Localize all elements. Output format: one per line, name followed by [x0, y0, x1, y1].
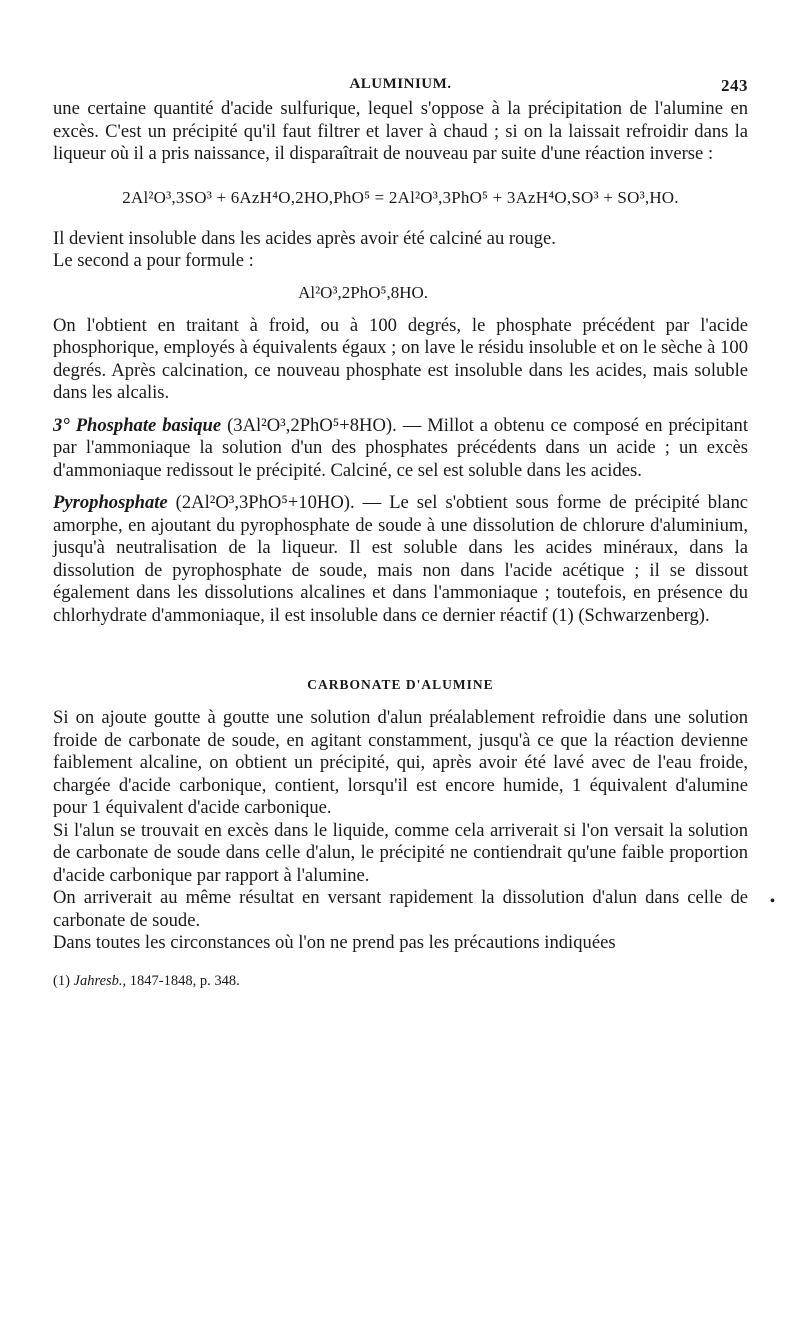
footnote-source: Jahresb.: [73, 972, 123, 989]
paragraph-text: — Le sel s'obtient sous forme de précipité blanc amorphe, en ajoutant du pyrophosphate de soude à une dissolution de chlorure d'aluminium, jusqu'à neutralisation de la liqueur. Il est soluble dans les acides minéraux, dans la dissolution de pyrophosphate de soude, mais non dans l'acide acétique ; il se dissout également dans les dissolutions alcalines et dans l'ammoniaque ; toutefois, en présence du chlorhydrate d'ammoniaque, il est insoluble dans ce dernier réactif (1) (Schwarzenberg).: [53, 492, 748, 626]
paragraph-pyrophosphate: [53, 492, 748, 627]
paragraph: Le second a pour formule :: [53, 250, 254, 271]
compound-formula: Al²O³,2PhO⁵,8HO.: [298, 282, 428, 302]
paragraph: On l'obtient en traitant à froid, ou à 100 degrés, le phosphate précédent par l'acide phosphorique, employés à équivalents égaux ; on lave le résidu insoluble et on le sèche à 100 degrés. Après calcination, ce nouveau phosphate est insoluble dans les acides, mais soluble dans les alcalis.: [53, 314, 748, 403]
paragraph-text: — Millot a obtenu ce composé en précipitant par l'ammoniaque la solution d'un des phosphates précédents dans un acide ; un excès d'ammoniaque redissout le précipité. Calciné, ce sel est soluble dans les acides.: [53, 414, 749, 481]
paragraph: une certaine quantité d'acide sulfurique, lequel s'oppose à la précipitation de l'alumine en excès. C'est un précipité qu'il faut filtrer et laver à chaud ; si on la laissait refroidir dans la liqueur où il a pris naissance, il disparaîtrait de nouveau par suite d'une réaction inverse :: [53, 98, 748, 164]
page-number: 243: [721, 76, 748, 95]
margin-mark: •: [770, 894, 775, 909]
footnote-reference: , 1847-1848, p. 348.: [122, 972, 240, 989]
body-text: [53, 98, 748, 955]
running-header: [53, 72, 748, 98]
paragraph-heading: Pyrophosphate: [53, 492, 168, 513]
footnote: [53, 973, 748, 990]
paragraph: Dans toutes les circonstances où l'on ne prend pas les précautions indiquées: [53, 932, 616, 953]
paragraph-heading: 3° Phosphate basique: [53, 414, 222, 436]
paragraph: Si l'alun se trouvait en excès dans le liquide, comme cela arriverait si l'on versait la solution de carbonate de soude dans celle d'alun, le précipité ne contiendrait qu'une faible proportion d'acide carbonique par rapport à l'alumine.: [53, 819, 748, 886]
running-title: ALUMINIUM.: [349, 76, 452, 92]
paragraph-formula: (3Al²O³,2PhO⁵+8HO).: [227, 414, 397, 436]
section-title: CARBONATE D'ALUMINE: [307, 677, 494, 692]
paragraph: Il devient insoluble dans les acides après avoir été calciné au rouge.: [53, 227, 556, 249]
paragraph-formula: (2Al²O³,3PhO⁵+10HO).: [175, 492, 355, 513]
paragraph: Si on ajoute goutte à goutte une solution d'alun préalablement refroidie dans une solution froide de carbonate de soude, en agitant constamment, jusqu'à ce que la réaction devienne faiblement alcaline, on obtient un précipité, qui, après avoir été lavé avec de l'eau froide, chargée d'acide carbonique, contient, lorsqu'il est encore humide, 1 équivalent d'alumine pour 1 équivalent d'acide carbonique.: [53, 707, 748, 818]
paragraph-phosphate-basique: [53, 415, 748, 483]
paragraph: On arriverait au même résultat en versant rapidement la dissolution d'alun dans celle de carbonate de soude.: [53, 887, 748, 931]
reaction-formula: 2Al²O³,3SO³ + 6AzH⁴O,2HO,PhO⁵ = 2Al²O³,3PhO⁵ + 3AzH⁴O,SO³ + SO³,HO.: [122, 187, 679, 207]
footnote-marker: (1): [53, 972, 70, 989]
